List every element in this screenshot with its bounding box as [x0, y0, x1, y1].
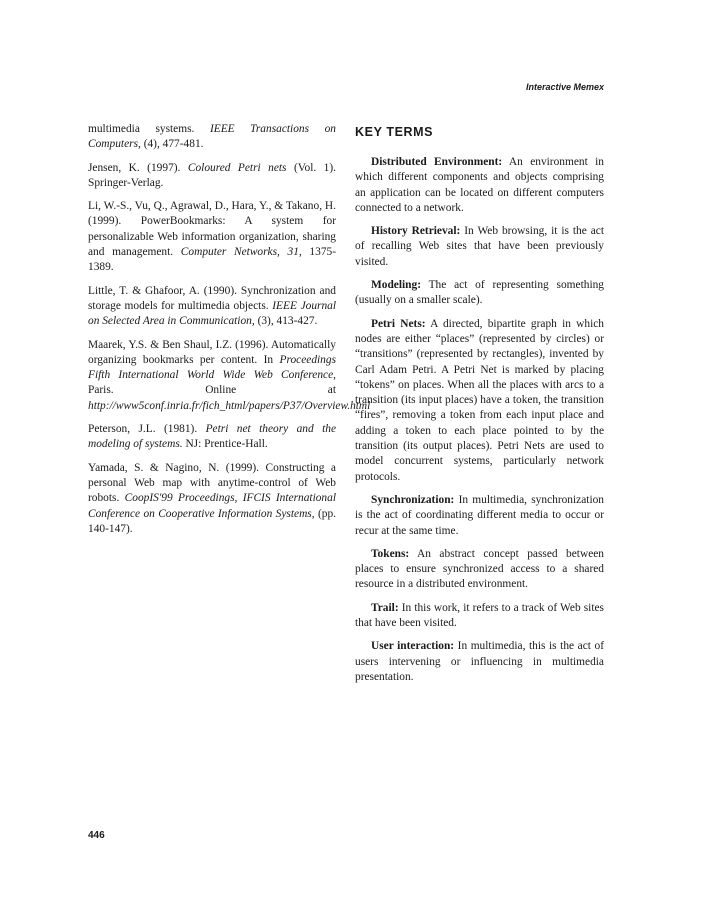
reference-text: Peterson, J.L. (1981). — [88, 423, 206, 436]
key-term-definition: The act of representing something (usually on a smaller scale). — [355, 279, 604, 307]
reference-entry — [88, 338, 371, 414]
reference-entry — [88, 284, 336, 330]
reference-italic-text: http://www5conf.inria.fr/fich_html/papers/P37/Overview.html — [88, 399, 371, 412]
key-term-definition: In multimedia, synchronization is the act of coordinating different media to occur or recur at the same time. — [355, 493, 604, 537]
key-term-name: User interaction: — [371, 640, 455, 653]
reference-text: Little, T. & Ghafoor, A. (1990). Synchronization and storage models for multimedia objects. — [88, 284, 336, 312]
key-term-name: Petri Nets: — [371, 317, 426, 330]
reference-entry — [88, 461, 336, 537]
reference-italic-text: IEEE Journal on Selected Area in Communication, — [88, 299, 337, 328]
reference-italic-text: Coloured Petri nets — [187, 161, 287, 174]
key-term-entry — [355, 639, 604, 685]
reference-entry — [88, 422, 336, 453]
key-term-name: Trail: — [371, 601, 399, 614]
reference-text: (3), 413-427. — [254, 315, 318, 328]
reference-italic-text: Petri net theory and the modeling of systems. — [88, 423, 337, 451]
key-term-definition: A directed, bipartite graph in which nodes are either “places” (represented by circles) or “transitions” (represented by rectangles), invented by Carl Adam Petri. A Petri Net is marked by placing “tokens” on places. When all the places with arcs to a transition (its input places) have a token, the transition “fires”, removing a token from each input place and adding a token to each place pointed to by the transition (its output places). Petri Nets are used to model concurrent systems, particularly network protocols. — [355, 317, 604, 483]
reference-entry — [88, 199, 336, 275]
key-terms-column — [355, 122, 604, 693]
key-terms-heading: KEY TERMS — [355, 125, 434, 139]
reference-entry — [88, 161, 336, 192]
reference-text: , Paris. Online at — [88, 369, 336, 397]
key-terms-list — [355, 155, 604, 685]
key-term-name: History Retrieval: — [371, 225, 461, 238]
reference-text: NJ: Prentice-Hall. — [182, 438, 268, 451]
reference-text: multimedia systems. — [88, 123, 210, 135]
reference-text: Maarek, Y.S. & Ben Shaul, I.Z. (1996). Automatically organizing bookmarks per content. In — [88, 338, 336, 366]
page-number: 446 — [88, 830, 105, 841]
reference-entry — [88, 122, 336, 153]
reference-text: , 1375-1389. — [88, 246, 337, 274]
reference-text: Yamada, S. & Nagino, N. (1999). Constructing a personal Web map with anytime-control of Web robots. — [88, 461, 336, 505]
key-term-entry — [355, 278, 604, 309]
reference-text: (Vol. 1). Springer-Verlag. — [88, 161, 336, 189]
key-term-entry — [355, 224, 604, 270]
key-term-name: Tokens: — [371, 547, 410, 560]
key-term-name: Modeling: — [371, 279, 421, 292]
key-term-name: Synchronization: — [371, 493, 455, 506]
key-term-definition: In multimedia, this is the act of users intervening or influencing in multimedia presentation. — [355, 640, 604, 683]
key-term-entry — [355, 547, 604, 593]
reference-text: (4), 477-481. — [140, 138, 204, 151]
reference-italic-text: Computer Networks, 31 — [180, 246, 299, 259]
key-term-entry — [355, 601, 604, 632]
references-column — [88, 122, 371, 545]
reference-italic-text: Proceedings Fifth International World Wide Web Conference — [88, 353, 336, 382]
reference-text: , (pp. 140-147). — [88, 507, 336, 535]
key-term-entry — [355, 155, 604, 216]
key-term-definition: In this work, it refers to a track of Web sites that have been visited. — [355, 601, 604, 630]
key-term-definition: An abstract concept passed between places to ensure synchronized access to a shared resource in a distributed environment. — [355, 547, 604, 591]
reference-italic-text: CoopIS'99 Proceedings, IFCIS International Conference on Cooperative Information Systems — [88, 492, 336, 520]
key-term-definition: In Web browsing, it is the act of recalling Web sites that have been previously visited. — [355, 225, 605, 268]
running-head: Interactive Memex — [525, 82, 604, 92]
key-term-entry — [355, 493, 604, 539]
reference-list — [88, 122, 371, 537]
key-term-name: Distributed Environment: — [371, 156, 503, 168]
reference-italic-text: IEEE Transactions on Computers, — [88, 123, 336, 151]
reference-text: Jensen, K. (1997). — [88, 161, 188, 174]
key-term-entry — [355, 317, 604, 485]
key-term-definition: An environment in which different components and objects comprising an application can be located on different computers connected to a network. — [355, 156, 604, 214]
reference-text: Li, W.-S., Vu, Q., Agrawal, D., Hara, Y., & Takano, H. (1999). PowerBookmarks: A system for personalizable Web information organization, sharing and management. — [88, 200, 336, 259]
